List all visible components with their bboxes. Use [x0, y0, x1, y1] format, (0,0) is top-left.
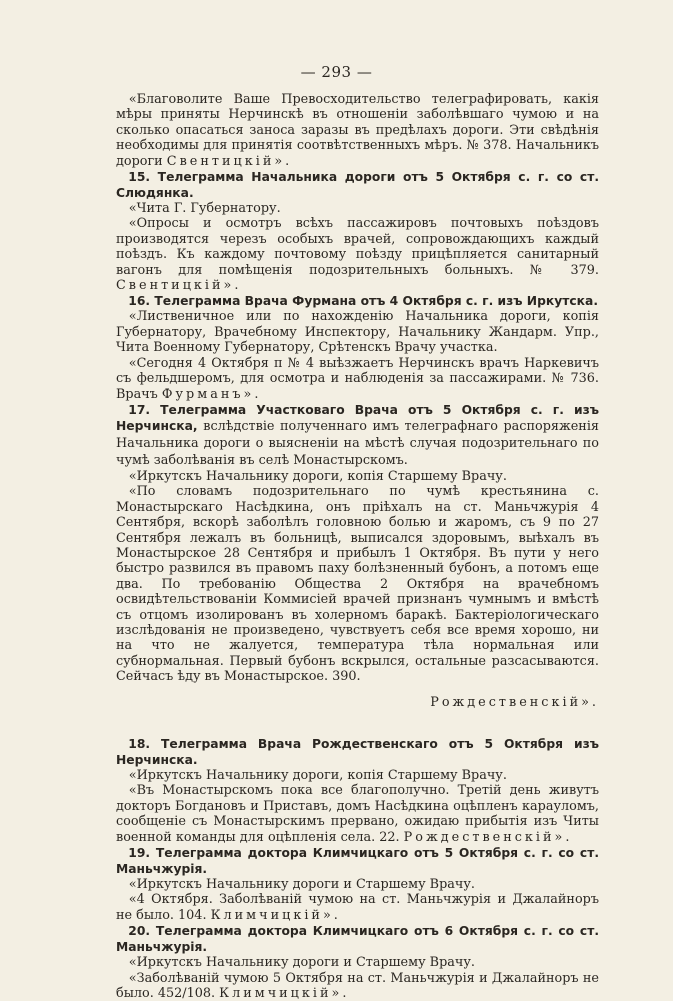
telegram-heading [116, 845, 599, 877]
telegram-heading [116, 923, 599, 955]
heading-text: 18. Телеграмма Врача Рождественскаго отъ 5 Октября изъ Нерчинска. [116, 737, 599, 767]
paragraph-text: «Иркутскъ Начальнику дороги и Старшему Врачу. [128, 877, 475, 893]
signature: Рождественскій». [430, 694, 599, 710]
paragraph [116, 92, 599, 169]
paragraph [116, 971, 599, 1001]
heading-text: 20. Телеграмма доктора Климчицкаго отъ 6 Октября с. г. со ст. Маньчжурія. [116, 924, 599, 955]
telegram-heading [116, 736, 599, 768]
heading-text: 19. Телеграмма доктора Климчицкаго отъ 5 Октября с. г. со ст. Маньчжурія. [116, 846, 599, 877]
signature-inline: Свентицкій». [166, 153, 293, 169]
paragraph-text: «Лиственичное или по нахожденію Начальника дороги, копія Губернатору, Врачебному Инспектору, Начальнику Жандарм. Упр., Чита Военному Губернатору, Срѣтенскъ Врачу участка. [116, 309, 599, 356]
paragraph [116, 216, 599, 293]
paragraph-text: «Благоволите Ваше Превосходительство телеграфировать, какія мѣры приняты Нерчинскѣ въ отношеніи заболѣвшаго чумою и на сколько опасаться заноса заразы въ предѣлахъ дороги. Эти свѣдѣнія необходимы для принятія соотвѣтственныхъ мѣръ. № 378. Начальникъ дороги [116, 92, 599, 169]
signature-inline: Фурманъ». [161, 386, 262, 402]
paragraph-text: «Сегодня 4 Октября п № 4 выѣзжаетъ Нерчинскъ врачъ Наркевичъ съ фельдшеромъ, для осмотра и наблюденія за пассажирами. № 736. Врачъ [116, 355, 599, 402]
telegram-heading [116, 402, 599, 469]
paragraph [116, 469, 599, 484]
paragraph [116, 484, 599, 684]
signature-inline: Климчицкій». [210, 907, 341, 923]
paragraph-text: «Иркутскъ Начальнику дороги, копія Старшему Врачу. [128, 768, 507, 783]
paragraph [116, 309, 599, 355]
telegram-heading [116, 169, 599, 201]
paragraph [116, 783, 599, 845]
paragraph-text: «Иркутскъ Начальнику дороги и Старшему Врачу. [128, 955, 475, 971]
paragraph [116, 768, 599, 783]
heading-text: 15. Телеграмма Начальника дороги отъ 5 Октября с. г. со ст. Слюдянка. [116, 170, 599, 201]
paragraph [116, 356, 599, 402]
paragraph-text: «Въ Монастырскомъ пока все благополучно. Третій день живутъ докторъ Богдановъ и Приставъ, домъ Насѣдкина оцѣпленъ карауломъ, сообщеніе съ Монастырскимъ прервано, ожидаю прибытія изъ Читы военной команды для оцѣпленія села. 22. [116, 783, 599, 845]
heading-text: 16. Телеграмма Врача Фурмана отъ 4 Октября с. г. изъ Иркутска. [128, 294, 598, 309]
paragraph-text: «4 Октября. Заболѣваній чумою на ст. Маньчжурія и Джалайноръ не было. 104. [116, 892, 599, 923]
paragraph [116, 877, 599, 892]
paragraph-text: «Иркутскъ Начальнику дороги, копія Старшему Врачу. [128, 468, 507, 484]
section-gap [116, 710, 599, 736]
document-body [116, 92, 599, 1001]
heading-text: 17. Телеграмма Участковаго Врача отъ 5 Октября с. г. изъ Нерчинска, [116, 402, 599, 433]
signature-inline: Свентицкій». [116, 278, 242, 294]
heading-continuation: вслѣдствіе полученнаго имъ телеграфнаго распоряженія Начальника дороги о выясненіи на мѣстѣ случая подозрительнаго по чумѣ заболѣванія въ селѣ Монастырскомъ. [116, 418, 600, 468]
paragraph-text: «Чита Г. Губернатору. [128, 201, 281, 217]
paragraph [116, 955, 599, 970]
paragraph-text: «Заболѣваній чумою 5 Октября на ст. Маньчжурія и Джалайноръ не было. 452/108. [116, 970, 599, 1001]
paragraph [116, 201, 599, 216]
signature-inline: Климчицкій». [219, 986, 350, 1001]
paragraph [116, 892, 599, 923]
page-number: — 293 — [300, 63, 373, 81]
paragraph-text: «По словамъ подозрительнаго по чумѣ крестьянина с. Монастырскаго Насѣдкина, онъ пріѣхалъ на ст. Маньчжурія 4 Сентября, вскорѣ заболѣлъ головною болью и жаромъ, съ 9 по 27 Сентября лежалъ въ больницѣ, выписался здоровымъ, выѣхалъ въ Монастырское 28 Сентября и прибылъ 1 Октября. Въ пути у него быстро развился въ правомъ паху болѣзненный бубонъ, а потомъ еще два. По требованію Общества 2 Октября на врачебномъ освидѣтельствованіи Коммисіей врачей признанъ чумнымъ и вмѣстѣ съ отцомъ изолированъ въ холерномъ баракѣ. Бактеріологическаго изслѣдованія не произведено, чувствуетъ себя все время хорошо, ни на что не жалуется, температура тѣла нормальная или субнормальная. Первый бубонъ вскрылся, остальные разсасываются. Сейчасъ ѣду въ Монастырское. 390. [116, 484, 599, 685]
telegram-heading [116, 293, 599, 309]
paragraph-text: «Опросы и осмотръ всѣхъ пассажировъ почтовыхъ поѣздовъ производятся черезъ особыхъ врачей, сопровождающихъ каждый поѣздъ. Къ каждому почтовому поѣзду прицѣпляется санитарный вагонъ для помѣщенія подозрительныхъ больныхъ. № 379. [116, 216, 599, 278]
signature-inline: Рождественскій». [403, 829, 573, 845]
